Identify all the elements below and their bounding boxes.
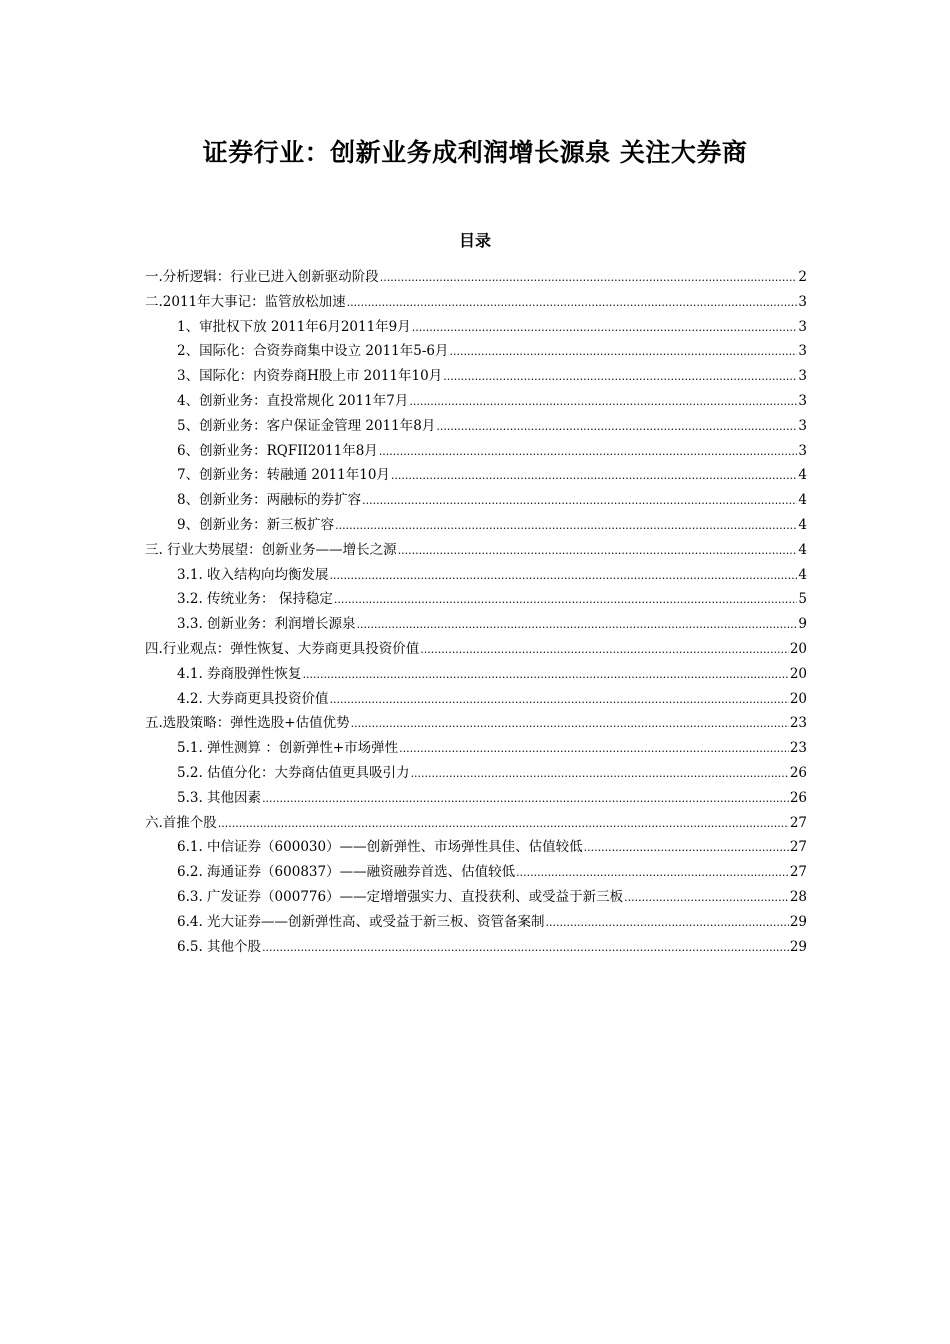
- toc-dot-leader: [262, 936, 789, 961]
- toc-entry[interactable]: [145, 414, 807, 439]
- toc-entry-label: 5.1. 弹性测算 ：创新弹性+市场弹性: [177, 740, 399, 757]
- toc-entry-label: 6.3. 广发证券（000776）——定增增强实力、直投获利、或受益于新三板: [177, 888, 624, 905]
- toc-entry-label: 1、审批权下放 2011年6月2011年9月: [177, 318, 411, 335]
- toc-entry-label: 4.2. 大券商更具投资价值: [177, 690, 329, 707]
- toc-entry[interactable]: [145, 860, 807, 885]
- toc-entry-page-number: 20: [789, 640, 807, 657]
- toc-entry-label: 9、创新业务：新三板扩容: [177, 516, 335, 533]
- toc-entry[interactable]: [145, 563, 807, 588]
- toc-dot-leader: [420, 638, 789, 663]
- document-title: 证券行业：创新业务成利润增长源泉 关注大券商: [202, 138, 748, 167]
- toc-entry-label: 4.1. 券商股弹性恢复: [177, 665, 302, 682]
- toc-entry-page-number: 4: [798, 541, 807, 558]
- toc-entry-label: 2、国际化：合资券商集中设立 2011年5-6月: [177, 343, 449, 360]
- toc-dot-leader: [399, 737, 789, 762]
- toc-dot-leader: [218, 812, 789, 837]
- toc-entry-label: 一.分析逻辑：行业已进入创新驱动阶段: [145, 269, 379, 285]
- toc-entry-label: 6.5. 其他个股: [177, 938, 262, 955]
- toc-entry-label: 3.3. 创新业务：利润增长源泉: [177, 616, 356, 633]
- toc-entry-label: 5.3. 其他因素: [177, 789, 262, 806]
- toc-entry[interactable]: [145, 711, 807, 736]
- toc-entry-page-number: 3: [798, 392, 807, 409]
- toc-entry-page-number: 27: [789, 839, 807, 856]
- toc-entry[interactable]: [145, 364, 807, 389]
- toc-entry[interactable]: [145, 315, 807, 340]
- toc-dot-leader: [409, 390, 797, 415]
- toc-entry[interactable]: [145, 290, 807, 315]
- toc-entry-page-number: 3: [798, 417, 807, 434]
- toc-dot-leader: [262, 787, 789, 812]
- toc-entry[interactable]: [145, 637, 807, 662]
- toc-entry-label: 四.行业观点：弹性恢复、大券商更具投资价值: [145, 640, 420, 657]
- toc-entry[interactable]: [145, 439, 807, 464]
- toc-dot-leader: [449, 340, 797, 365]
- toc-dot-leader: [351, 712, 789, 737]
- toc-entry[interactable]: [145, 935, 807, 960]
- toc-entry-page-number: 4: [798, 492, 807, 509]
- toc-entry-page-number: 23: [789, 740, 807, 757]
- toc-dot-leader: [357, 613, 798, 638]
- toc-entry-label: 三. 行业大势展望：创新业务——增长之源: [145, 541, 397, 558]
- toc-entry-label: 二.2011年大事记：监管放松加速: [145, 293, 346, 310]
- toc-dot-leader: [436, 415, 797, 440]
- toc-entry-page-number: 27: [789, 864, 807, 881]
- toc-entry[interactable]: [145, 662, 807, 687]
- toc-entry[interactable]: [145, 339, 807, 364]
- toc-entry-page-number: 26: [789, 764, 807, 781]
- toc-dot-leader: [516, 861, 789, 886]
- toc-entry[interactable]: [145, 488, 807, 513]
- toc-entry-label: 8、创新业务：两融标的券扩容: [177, 492, 362, 509]
- toc-entry-page-number: 4: [798, 516, 807, 533]
- toc-entry-page-number: 4: [798, 467, 807, 484]
- toc-entry-page-number: 28: [789, 888, 807, 905]
- toc-entry[interactable]: [145, 761, 807, 786]
- toc-entry-label: 6.1. 中信证券（600030）——创新弹性、市场弹性具佳、估值较低: [177, 839, 583, 856]
- toc-entry-page-number: 26: [789, 789, 807, 806]
- toc-dot-leader: [303, 663, 789, 688]
- toc-heading: 目录: [458, 231, 491, 250]
- toc-dot-leader: [624, 886, 789, 911]
- toc-dot-leader: [584, 836, 789, 861]
- toc-dot-leader: [398, 539, 798, 564]
- toc-entry-page-number: 3: [798, 318, 807, 335]
- toc-entry[interactable]: [145, 389, 807, 414]
- toc-entry-label: 5、创新业务：客户保证金管理 2011年8月: [177, 417, 436, 434]
- toc-entry-page-number: 5: [798, 591, 807, 608]
- toc-entry-page-number: 3: [798, 442, 807, 459]
- toc-entry[interactable]: [145, 885, 807, 910]
- toc-dot-leader: [443, 365, 797, 390]
- toc-entry-label: 5.2. 估值分化：大券商估值更具吸引力: [177, 764, 410, 781]
- toc-entry-label: 六.首推个股: [145, 814, 217, 831]
- toc-entry[interactable]: [145, 538, 807, 563]
- toc-entry-page-number: 3: [798, 293, 807, 310]
- toc-entry-page-number: 20: [789, 665, 807, 682]
- toc-entry[interactable]: [145, 786, 807, 811]
- toc-entry-label: 3、国际化：内资券商H股上市 2011年10月: [177, 368, 443, 385]
- toc-entry-page-number: 3: [798, 368, 807, 385]
- toc-entry-page-number: 29: [789, 938, 807, 955]
- toc-entry-page-number: 9: [798, 616, 807, 633]
- toc-entry-label: 6.2. 海通证券（600837）——融资融券首选、估值较低: [177, 864, 516, 881]
- toc-dot-leader: [362, 489, 797, 514]
- toc-dot-leader: [335, 514, 797, 539]
- toc-dot-leader: [379, 440, 798, 465]
- toc-entry[interactable]: [145, 736, 807, 761]
- toc-entry-page-number: 27: [789, 814, 807, 831]
- toc-dot-leader: [412, 316, 798, 341]
- toc-entry-label: 6、创新业务：RQFII2011年8月: [177, 442, 378, 459]
- toc-entry-label: 3.2. 传统业务： 保持稳定: [177, 591, 333, 608]
- toc-dot-leader: [546, 911, 789, 936]
- toc-entry[interactable]: [145, 513, 807, 538]
- toc-entry-label: 6.4. 光大证券——创新弹性高、或受益于新三板、资管备案制: [177, 913, 545, 930]
- toc-entry[interactable]: [145, 587, 807, 612]
- toc-entry[interactable]: [145, 612, 807, 637]
- toc-entry-page-number: 2: [798, 269, 807, 285]
- toc-entry-label: 五.选股策略：弹性选股+估值优势: [145, 715, 350, 732]
- toc-dot-leader: [347, 291, 798, 316]
- toc-dot-leader: [334, 588, 798, 613]
- toc-entry[interactable]: [145, 910, 807, 935]
- toc-entry-label: 3.1. 收入结构向均衡发展: [177, 566, 329, 583]
- table-of-contents: [145, 265, 807, 959]
- toc-entry-page-number: 23: [789, 715, 807, 732]
- toc-entry-page-number: 20: [789, 690, 807, 707]
- toc-entry[interactable]: [145, 463, 807, 488]
- toc-entry[interactable]: [145, 265, 807, 290]
- toc-entry-page-number: 29: [789, 913, 807, 930]
- toc-entry-page-number: 4: [798, 566, 807, 583]
- toc-dot-leader: [411, 762, 789, 787]
- toc-dot-leader: [391, 464, 797, 489]
- toc-entry[interactable]: [145, 687, 807, 712]
- toc-dot-leader: [330, 564, 798, 589]
- toc-entry-label: 7、创新业务：转融通 2011年10月: [177, 467, 390, 484]
- toc-entry[interactable]: [145, 835, 807, 860]
- toc-dot-leader: [380, 266, 798, 291]
- toc-entry-label: 4、创新业务：直投常规化 2011年7月: [177, 392, 409, 409]
- toc-entry-page-number: 3: [798, 343, 807, 360]
- toc-dot-leader: [330, 688, 789, 713]
- toc-entry[interactable]: [145, 811, 807, 836]
